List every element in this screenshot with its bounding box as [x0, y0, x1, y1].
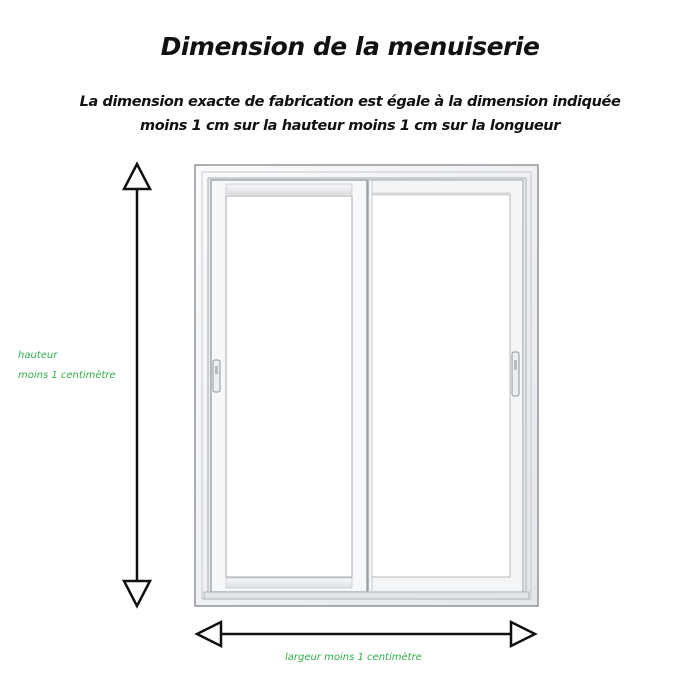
- width-label: largeur moins 1 centimètre: [285, 652, 422, 663]
- height-label: [18, 346, 116, 386]
- right-handle: [512, 352, 519, 396]
- height-label-line-2: moins 1 centimètre: [18, 370, 116, 381]
- right-glass: [372, 194, 510, 577]
- height-label-line-1: hauteur: [18, 350, 58, 361]
- height-arrow: [124, 164, 150, 606]
- width-arrow: [197, 622, 535, 646]
- sliding-window: [195, 165, 538, 606]
- left-glass: [226, 196, 352, 577]
- subtitle-line-2: moins 1 cm sur la hauteur moins 1 cm sur la longueur: [140, 118, 560, 134]
- subtitle-line-1: La dimension exacte de fabrication est égale à la dimension indiquée: [79, 94, 621, 110]
- left-handle: [213, 360, 220, 392]
- diagram-title: Dimension de la menuiserie: [160, 32, 540, 61]
